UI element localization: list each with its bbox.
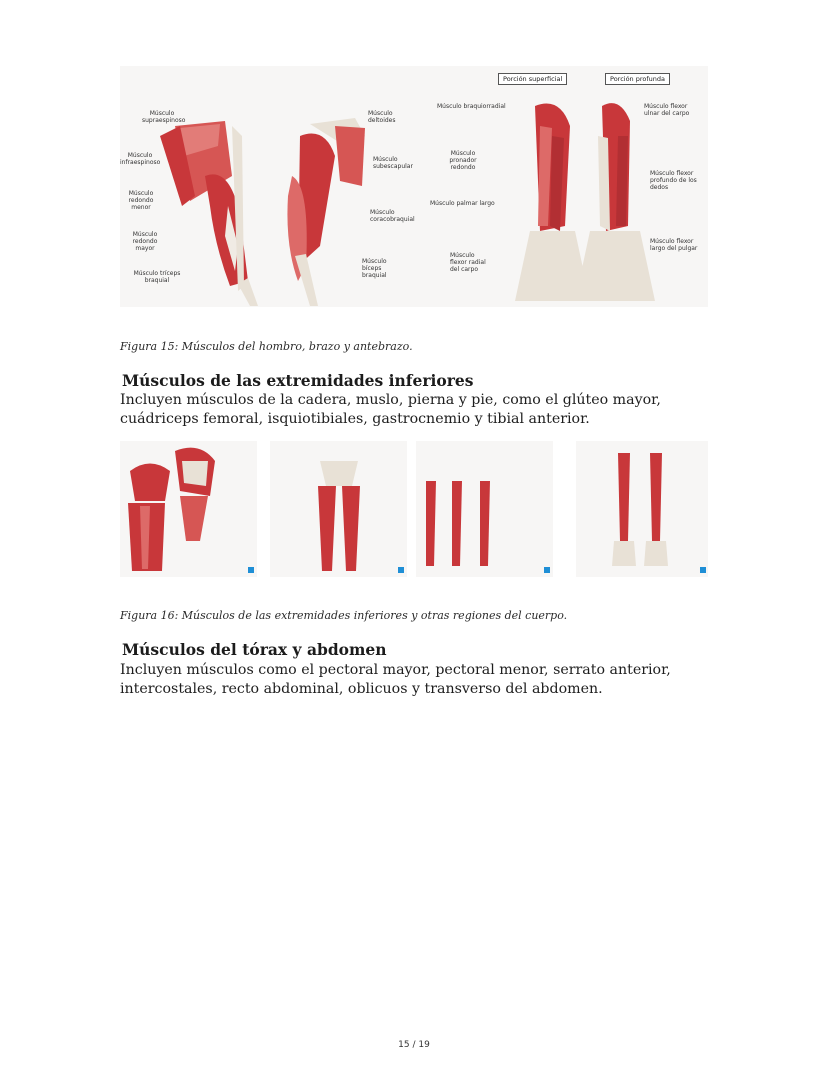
- figure-16-panel-hip-badge: [248, 567, 254, 573]
- figure-16-panel-feet: [576, 441, 708, 577]
- label-biceps: Músculo bíceps braquial: [362, 258, 387, 279]
- figure-16-panel-lower-legs: [416, 441, 553, 577]
- figure-15-image: [120, 66, 708, 307]
- label-flexor-radial: Músculo flexor radial del carpo: [450, 252, 486, 273]
- label-triceps: Músculo tríceps braquial: [133, 270, 181, 284]
- figure-16-panel-legs: [270, 441, 407, 577]
- label-pronador: Músculo pronador redondo: [449, 150, 477, 171]
- section-torso-body: Incluyen músculos como el pectoral mayor, pectoral menor, serrato anterior, intercostales, recto abdominal, oblicuos y transverso del abdomen.: [120, 662, 671, 697]
- figure-16-image: [120, 441, 708, 577]
- arm-muscles-illustration: [120, 66, 708, 307]
- figure-16-caption: Figura 16: Músculos de las extremidades inferiores y otras regiones del cuerpo.: [120, 609, 568, 622]
- forearm-deep-drawing: [575, 103, 655, 301]
- label-palmar-largo: Músculo palmar largo: [430, 200, 495, 207]
- label-braquiorradial: Músculo braquiorradial: [437, 103, 506, 110]
- figure-16-panel-lower-legs-badge: [544, 567, 550, 573]
- figure-15-caption: Figura 15: Músculos del hombro, brazo y antebrazo.: [120, 340, 413, 353]
- section-lower-body: Incluyen músculos de la cadera, muslo, pierna y pie, como el glúteo mayor, cuádriceps femoral, isquiotibiales, gastrocnemio y tibial anterior.: [120, 392, 661, 427]
- label-deltoides: Músculo deltoides: [368, 110, 396, 124]
- tag-deep: Porción profunda: [605, 73, 670, 85]
- label-redondo-menor: Músculo redondo menor: [128, 190, 154, 211]
- figure-16-panel-legs-badge: [398, 567, 404, 573]
- label-subescapular: Músculo subescapular: [373, 156, 413, 170]
- label-redondo-mayor: Músculo redondo mayor: [132, 231, 158, 252]
- label-flexor-pulgar: Músculo flexor largo del pulgar: [650, 238, 698, 252]
- label-coracobraquial: Músculo coracobraquial: [370, 209, 415, 223]
- figure-16-panel-hip: [120, 441, 257, 577]
- section-lower-heading: Músculos de las extremidades inferiores: [122, 371, 474, 390]
- anterior-arm-drawing: [287, 118, 365, 306]
- forearm-superficial-drawing: [515, 104, 590, 302]
- label-infraespinoso: Músculo infraespinoso: [120, 152, 161, 166]
- label-flexor-ulnar: Músculo flexor ulnar del carpo: [644, 103, 690, 117]
- tag-superficial: Porción superficial: [498, 73, 567, 85]
- label-supraespinoso: Músculo supraespinoso: [142, 110, 186, 124]
- section-torso-heading: Músculos del tórax y abdomen: [122, 640, 387, 659]
- label-flexor-profundo: Músculo flexor profundo de los dedos: [650, 170, 697, 191]
- figure-16-panel-feet-badge: [700, 567, 706, 573]
- page-number: 15 / 19: [398, 1040, 430, 1050]
